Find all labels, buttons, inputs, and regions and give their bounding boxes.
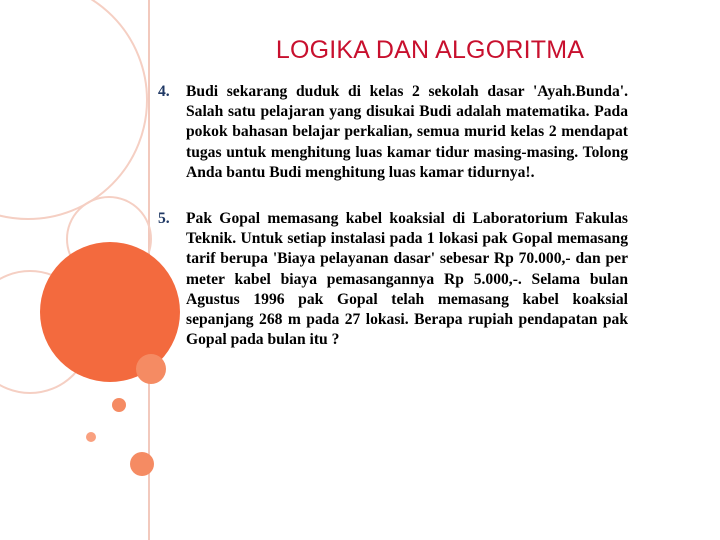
problem-number: 4. xyxy=(158,83,170,100)
problem-text: Pak Gopal memasang kabel koaksial di Laboratorium Fakulas Teknik. Untuk setiap instalasi pada 1 lokasi pak Gopal memasang tarif berupa 'Biaya pelayanan dasar' sebesar Rp 70.000,- dan per meter kabel biaya pemasangannya Rp 5.000,-. Selama bulan Agustus 1996 pak Gopal telah memasang kabel koaksial sepanjang 268 m pada 27 lokasi. Berapa rupiah pendapatan pak Gopal pada bulan itu ? xyxy=(186,210,628,349)
slide-title: LOGIKA DAN ALGORITMA xyxy=(275,36,585,64)
problem-item xyxy=(158,209,628,350)
problem-list xyxy=(158,82,628,350)
decorative-circle-outline-large xyxy=(0,0,148,220)
decorative-circle-small-b xyxy=(86,432,96,442)
decorative-circle-small-a xyxy=(112,398,126,412)
decorative-circle-medium xyxy=(136,354,166,384)
decorative-circle-small-c xyxy=(130,452,154,476)
problem-item xyxy=(158,82,628,183)
problem-number: 5. xyxy=(158,210,170,228)
problem-text: Budi sekarang duduk di kelas 2 sekolah dasar 'Ayah.Bunda'. Salah satu pelajaran yang disukai Budi adalah matematika. Pada pokok bahasan belajar perkalian, semua murid kelas 2 mendapat tugas untuk menghitung luas kamar tidur masing-masing. Tolong Anda bantu Budi menghitung luas kamar tidurnya!. xyxy=(186,83,628,181)
